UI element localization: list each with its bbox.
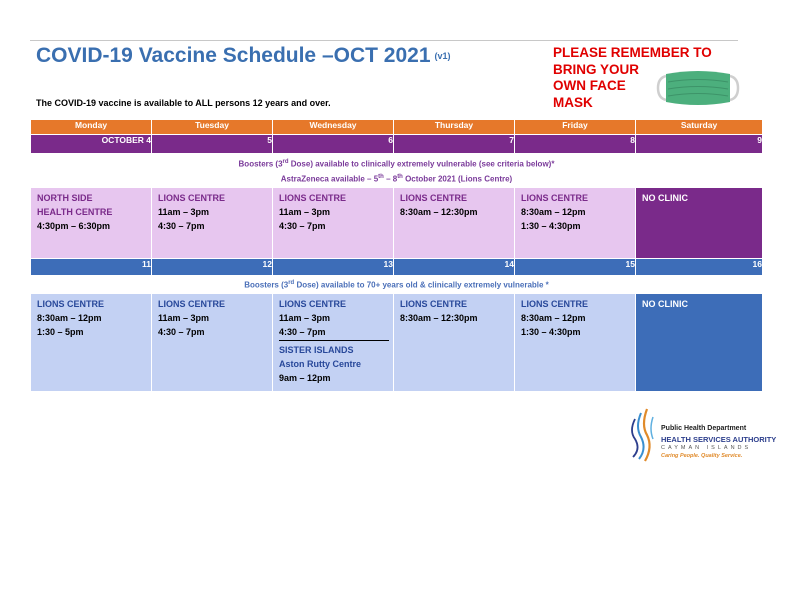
- week1-notice-row: [31, 154, 763, 188]
- face-mask-icon: [656, 68, 740, 108]
- no-clinic-label: NO CLINIC: [642, 193, 688, 204]
- notice-text: Boosters (3: [244, 280, 289, 290]
- date-cell: 6: [273, 135, 394, 154]
- date-cell: OCTOBER 4: [31, 135, 152, 154]
- clinic-location: HEALTH CENTRE: [37, 207, 113, 218]
- week2-notice: [31, 276, 763, 294]
- booster-notice: [31, 276, 762, 293]
- title-text: COVID-19 Vaccine Schedule –OCT 2021: [36, 44, 431, 67]
- notice-sup: th: [378, 173, 384, 180]
- clinic-cell-saturday: [636, 293, 763, 391]
- clinic-location: NORTH SIDE: [37, 193, 93, 204]
- clinic-cell-wednesday: [273, 188, 394, 259]
- booster-notice: [31, 154, 762, 187]
- weekday-header-row: [31, 120, 763, 135]
- reminder-line: BRING YOUR: [553, 61, 640, 77]
- week2-date-row: [31, 259, 763, 276]
- logo-line: CAYMAN ISLANDS: [661, 445, 752, 451]
- clinic-cell-wednesday: [273, 293, 394, 391]
- date-cell: 12: [152, 259, 273, 276]
- top-rule: [30, 40, 738, 41]
- notice-text: Dose) available to 70+ years old & clinically extremely vulnerable *: [294, 280, 549, 290]
- clinic-time: 11am – 3pm: [158, 312, 210, 323]
- clinic-location: LIONS CENTRE: [37, 298, 105, 309]
- clinic-time: 4:30 – 7pm: [279, 221, 326, 232]
- weekday-header: Thursday: [394, 120, 515, 135]
- logo-line: HEALTH SERVICES AUTHORITY: [661, 435, 777, 444]
- clinic-time: 4:30 – 7pm: [158, 326, 205, 337]
- weekday-header: Monday: [31, 120, 152, 135]
- clinic-location: LIONS CENTRE: [158, 298, 226, 309]
- clinic-cell-friday: [515, 188, 636, 259]
- week1-clinic-row: [31, 188, 763, 259]
- clinic-time: 1:30 – 4:30pm: [521, 326, 581, 337]
- reminder-line: OWN FACE: [553, 78, 626, 93]
- clinic-cell-friday: [515, 293, 636, 391]
- date-cell: 16: [636, 259, 763, 276]
- notice-text: Dose) available to clinically extremely vulnerable (see criteria below)*: [288, 159, 555, 169]
- week1-date-row: [31, 135, 763, 154]
- version-label: (v1): [434, 51, 451, 62]
- clinic-cell-monday: [31, 188, 152, 259]
- clinic-time: 4:30 – 7pm: [279, 326, 326, 337]
- clinic-time: 1:30 – 4:30pm: [521, 221, 581, 232]
- clinic-cell-tuesday: [152, 293, 273, 391]
- reminder-line: PLEASE REMEMBER TO: [553, 45, 712, 60]
- notice-text: AstraZeneca available – 5: [280, 174, 379, 184]
- clinic-time: 11am – 3pm: [158, 207, 210, 218]
- week1-notice: [31, 154, 763, 188]
- weekday-header: Saturday: [636, 120, 763, 135]
- clinic-cell-thursday: [394, 188, 515, 259]
- date-cell: 13: [273, 259, 394, 276]
- page-title: [36, 44, 451, 68]
- no-clinic-label: NO CLINIC: [642, 298, 688, 309]
- clinic-location: SISTER ISLANDS: [279, 344, 354, 355]
- notice-text: – 8: [383, 174, 398, 184]
- clinic-cell-tuesday: [152, 188, 273, 259]
- clinic-time: 9am – 12pm: [279, 372, 331, 383]
- clinic-time: 8:30am – 12:30pm: [400, 207, 478, 218]
- clinic-time: 8:30am – 12pm: [521, 312, 586, 323]
- clinic-cell-monday: [31, 293, 152, 391]
- clinic-cell-saturday: [636, 188, 763, 259]
- clinic-location: LIONS CENTRE: [279, 193, 347, 204]
- notice-sup: th: [397, 173, 403, 180]
- date-cell: 8: [515, 135, 636, 154]
- clinic-cell-thursday: [394, 293, 515, 391]
- week2-clinic-row: [31, 293, 763, 391]
- clinic-time: 1:30 – 5pm: [37, 326, 84, 337]
- clinic-time: 4:30pm – 6:30pm: [37, 221, 111, 232]
- date-cell: 5: [152, 135, 273, 154]
- subtitle: The COVID-19 vaccine is available to ALL persons 12 years and over.: [36, 98, 331, 108]
- cell-divider: [279, 340, 389, 341]
- notice-sup: rd: [288, 280, 295, 287]
- clinic-time: 8:30am – 12pm: [37, 312, 102, 323]
- date-cell: 15: [515, 259, 636, 276]
- logo-tagline: Caring People. Quality Service.: [661, 453, 743, 459]
- clinic-location: LIONS CENTRE: [400, 193, 468, 204]
- logo-line: Public Health Department: [661, 425, 747, 432]
- weekday-header: Tuesday: [152, 120, 273, 135]
- date-cell: 7: [394, 135, 515, 154]
- clinic-location: LIONS CENTRE: [279, 298, 347, 309]
- weekday-header: Wednesday: [273, 120, 394, 135]
- date-cell: 14: [394, 259, 515, 276]
- reminder-line: MASK: [553, 94, 593, 110]
- clinic-location: LIONS CENTRE: [521, 298, 589, 309]
- clinic-time: 11am – 3pm: [279, 207, 331, 218]
- hsa-logo: [625, 405, 775, 465]
- weekday-header: Friday: [515, 120, 636, 135]
- date-cell: 9: [636, 135, 763, 154]
- clinic-location: LIONS CENTRE: [400, 298, 468, 309]
- clinic-location: LIONS CENTRE: [521, 193, 589, 204]
- clinic-time: 8:30am – 12:30pm: [400, 312, 478, 323]
- clinic-location: LIONS CENTRE: [158, 193, 226, 204]
- clinic-time: 8:30am – 12pm: [521, 207, 586, 218]
- vaccine-schedule-table: [30, 119, 763, 392]
- notice-text: Boosters (3: [238, 159, 283, 169]
- hsa-emblem-icon: [625, 405, 659, 463]
- notice-sup: rd: [282, 159, 289, 165]
- clinic-time: 11am – 3pm: [279, 312, 331, 323]
- notice-text: October 2021 (Lions Centre): [402, 174, 513, 184]
- clinic-location: Aston Rutty Centre: [279, 358, 362, 369]
- week2-notice-row: [31, 276, 763, 294]
- date-cell: 11: [31, 259, 152, 276]
- clinic-time: 4:30 – 7pm: [158, 221, 205, 232]
